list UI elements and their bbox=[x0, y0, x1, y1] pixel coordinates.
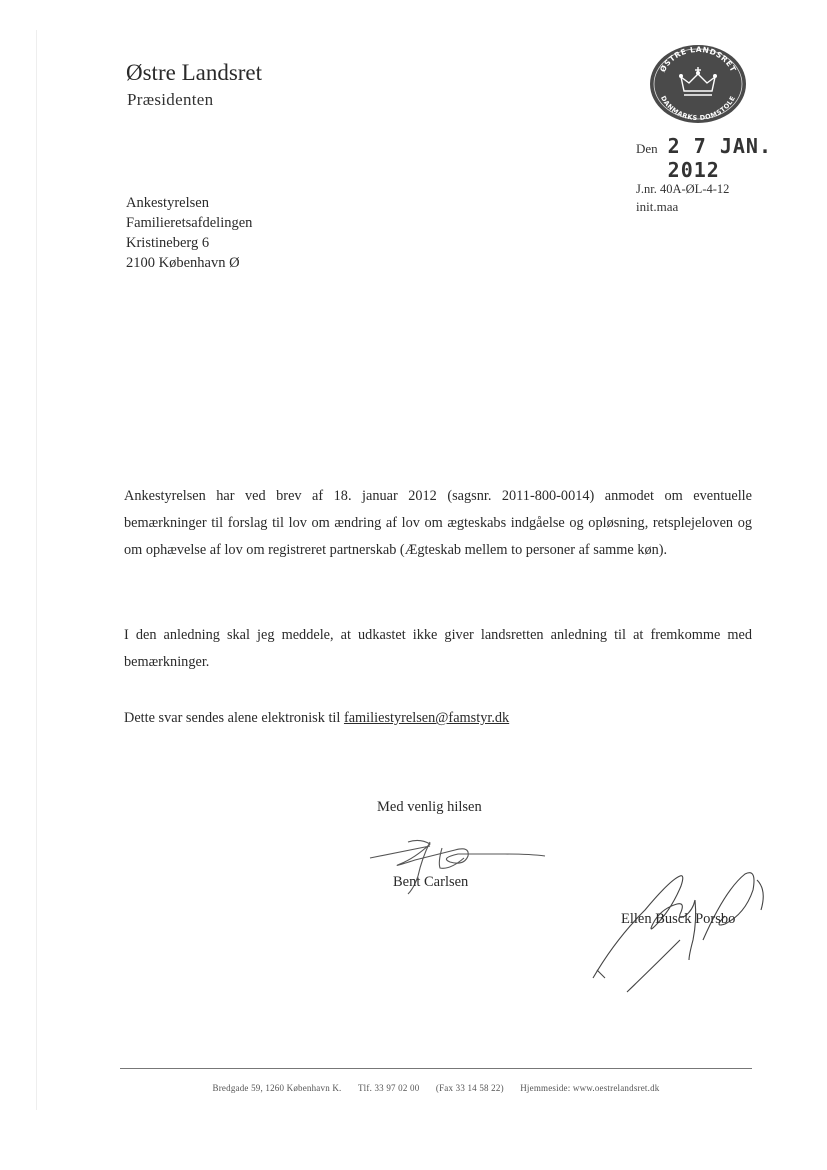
recipient-line: Familieretsafdelingen bbox=[126, 215, 253, 231]
initials: init.maa bbox=[636, 199, 679, 214]
recipient-address bbox=[126, 193, 252, 273]
body-paragraph-1: Ankestyrelsen har ved brev af 18. januar 2012 (sagsnr. 2011-800-0014) anmodet om eventuelle bemærkninger til forslag til lov om ændring af lov om ægteskabs indgåelse og opløsning, retsplejeloven og om ophævelse af lov om registreret partnerskab (Ægteskab mellem to personer af samme køn). bbox=[124, 488, 752, 558]
footer-address: Bredgade 59, 1260 København K. bbox=[212, 1083, 342, 1093]
footer-fax: (Fax 33 14 58 22) bbox=[435, 1083, 504, 1093]
footer-contact-line bbox=[120, 1083, 752, 1093]
date-reference-block bbox=[636, 134, 827, 215]
seal-bottom-text: DANMARKS DOMSTOLE bbox=[658, 94, 738, 123]
body-paragraph-2: I den anledning skal jeg meddele, at udkastet ikke giver landsretten anledning til at fremkomme med bemærkninger. bbox=[124, 627, 752, 670]
recipient-line: 2100 København Ø bbox=[126, 255, 240, 271]
signature-ellen-busck-porsbo bbox=[585, 860, 775, 1000]
body-paragraph-3 bbox=[124, 705, 752, 732]
email-link[interactable]: familiestyrelsen@famstyr.dk bbox=[343, 710, 510, 726]
seal-top-text: ØSTRE LANDSRET bbox=[658, 44, 738, 74]
footer-website: Hjemmeside: www.oestrelandsret.dk bbox=[520, 1083, 660, 1093]
footer-divider bbox=[120, 1068, 752, 1069]
recipient-line: Kristineberg 6 bbox=[126, 235, 210, 251]
footer-phone: Tlf. 33 97 02 00 bbox=[357, 1083, 420, 1093]
court-name: Østre Landsret bbox=[126, 60, 263, 85]
paragraph-3-text: Dette svar sendes alene elektronisk til bbox=[124, 710, 344, 726]
court-role: Præsidenten bbox=[127, 90, 214, 109]
scan-edge-line bbox=[36, 30, 37, 1110]
closing-greeting: Med venlig hilsen bbox=[377, 799, 482, 815]
recipient-line: Ankestyrelsen bbox=[126, 195, 209, 211]
signer-1-name: Bent Carlsen bbox=[393, 874, 469, 890]
date-label: Den bbox=[636, 141, 658, 156]
date-stamp: 2 7 JAN. 2012 bbox=[667, 134, 772, 182]
court-seal-stamp bbox=[648, 43, 748, 125]
journal-number: J.nr. 40A-ØL-4-12 bbox=[636, 182, 730, 196]
signer-2-name: Ellen Busck Porsbo bbox=[621, 911, 736, 927]
